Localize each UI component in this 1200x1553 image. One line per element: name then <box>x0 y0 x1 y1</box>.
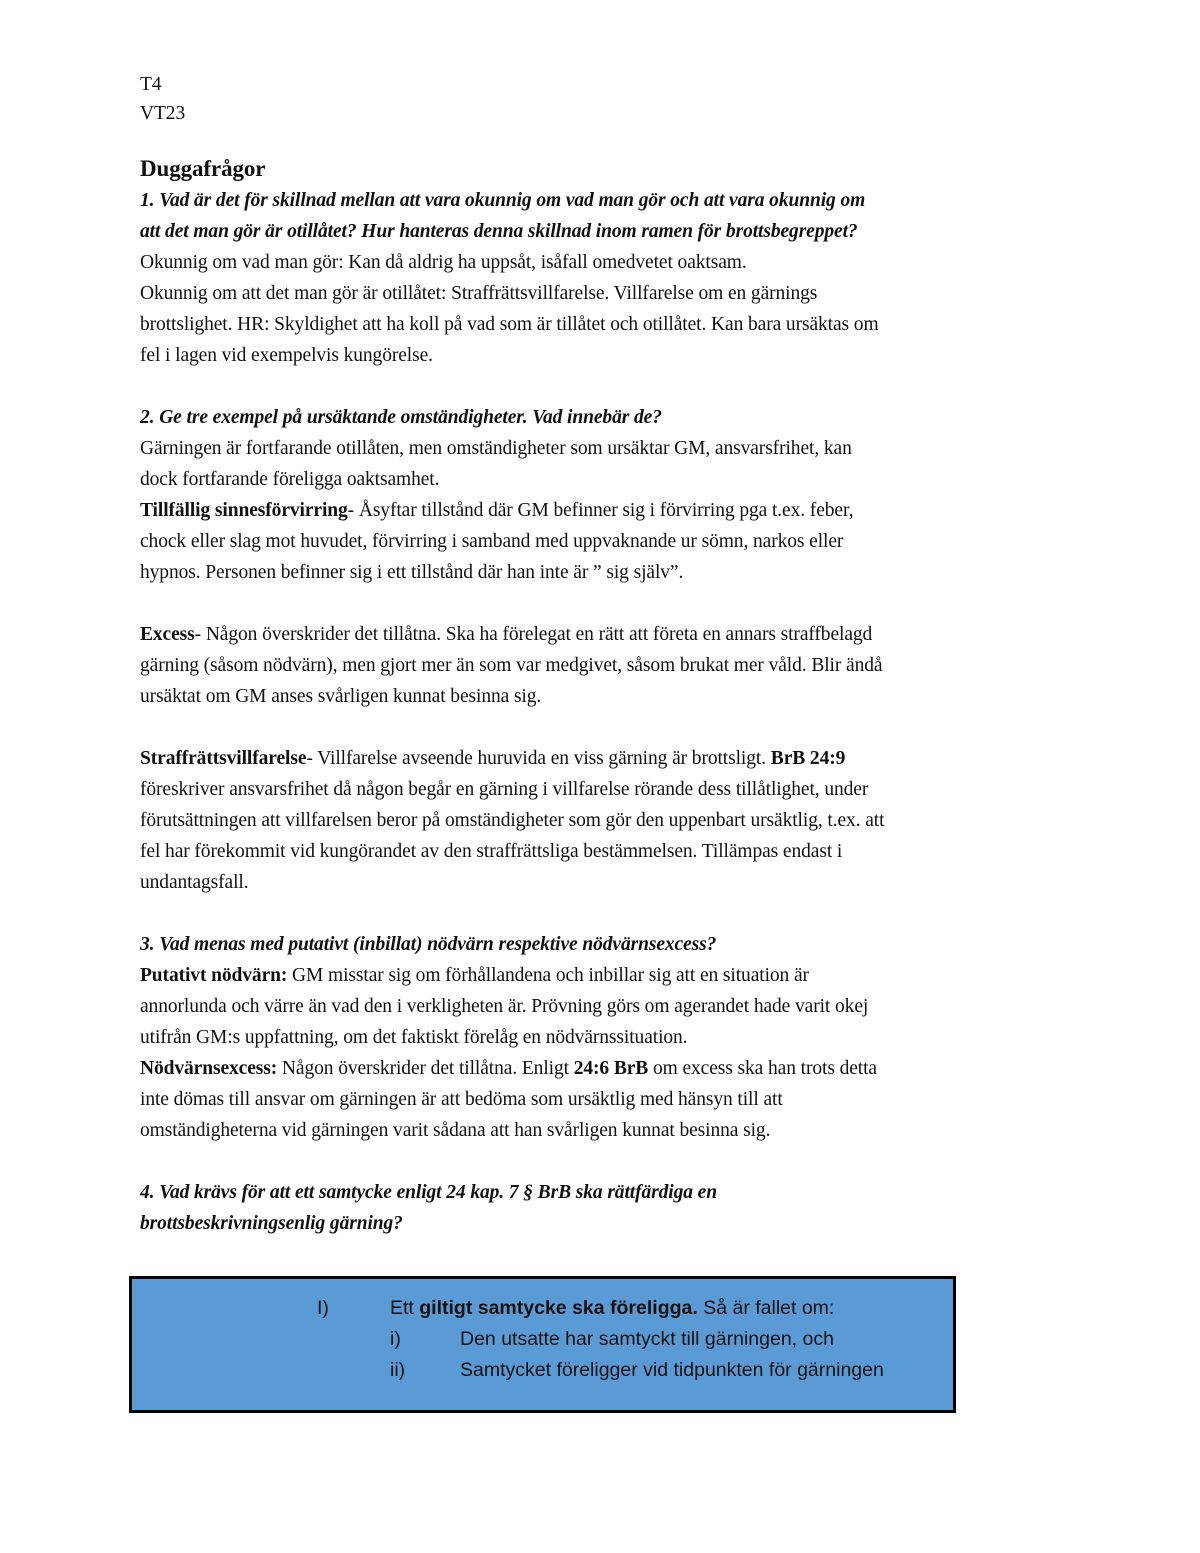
putativt-line-2: annorlunda och värre än vad den i verkligheten är. Prövning görs om agerandet hade varit okej <box>140 996 869 1017</box>
nodvarnsexcess-text: Någon överskrider det tillåtna. Enligt <box>277 1058 574 1079</box>
consent-box <box>129 1276 956 1413</box>
straff-line-4: fel har förekommit vid kungörandet av den straffrättsliga bestämmelsen. Tillämpas endast i <box>140 841 843 862</box>
paragraph-gap <box>140 371 1060 402</box>
consent-sub-item <box>132 1355 953 1385</box>
question-2: 2. Ge tre exempel på ursäktande omständigheter. Vad innebär de? <box>140 407 662 428</box>
question-4-line-1: 4. Vad krävs för att ett samtycke enligt 24 kap. 7 § BrB ska rättfärdiga en <box>140 1182 717 1203</box>
question-4-line-2: brottsbeskrivningsenlig gärning? <box>140 1213 403 1234</box>
straff-text: - Villfarelse avseende huruvida en viss gärning är brottsligt. <box>306 748 766 769</box>
straff-law-ref: BrB 24:9 <box>770 748 846 769</box>
sub-item-marker: ii) <box>390 1359 406 1381</box>
sub-item-text: Den utsatte har samtyckt till gärningen, och <box>460 1328 834 1350</box>
nodvarnsexcess-term: Nödvärnsexcess: <box>140 1058 278 1079</box>
paragraph-gap <box>140 1146 1060 1177</box>
consent-sub-item <box>132 1324 953 1354</box>
putativt-line-3: utifrån GM:s uppfattning, om det faktiskt förelåg en nödvärnssituation. <box>140 1027 688 1048</box>
term-code: VT23 <box>140 103 186 124</box>
nodvarnsexcess-line-3: omständigheterna vid gärningen varit sådana att han svårligen kunnat besinna sig. <box>140 1120 771 1141</box>
putativt-text: GM misstar sig om förhållandena och inbillar sig att en situation är <box>287 965 809 986</box>
straff-line-1 <box>140 743 1060 774</box>
consent-item-pre: Ett <box>390 1297 420 1319</box>
sub-item-text: Samtycket föreligger vid tidpunkten för gärningen <box>460 1359 884 1381</box>
straff-term: Straffrättsvillfarelse <box>140 748 307 769</box>
excess-line-3: ursäktat om GM anses svårligen kunnat besinna sig. <box>140 686 542 707</box>
paragraph-gap <box>140 712 1060 743</box>
answer-1-line-4: fel i lagen vid exempelvis kungörelse. <box>140 345 433 366</box>
answer-1-line-1: Okunnig om vad man gör: Kan då aldrig ha uppsåt, isåfall omedvetet oaktsam. <box>140 252 747 273</box>
nodvarnsexcess-line-2: inte dömas till ansvar om gärningen är att bedöma som ursäktlig med hänsyn till att <box>140 1089 783 1110</box>
answer-2-intro-line-2: dock fortfarande föreligga oaktsamhet. <box>140 469 440 490</box>
paragraph-gap <box>140 898 1060 929</box>
question-1-line-2: att det man gör är otillåtet? Hur hanteras denna skillnad inom ramen för brottsbegreppet? <box>140 221 858 242</box>
consent-item-marker: I) <box>317 1297 329 1319</box>
sub-item-marker: i) <box>390 1328 401 1350</box>
question-3: 3. Vad menas med putativt (inbillat) nödvärn respektive nödvärnsexcess? <box>140 934 717 955</box>
consent-item-text <box>390 1293 834 1323</box>
tillfallig-term: Tillfällig sinnesförvirring <box>140 500 348 521</box>
tillfallig-line-2: chock eller slag mot huvudet, förvirring i samband med uppvaknande ur sömn, narkos eller <box>140 531 844 552</box>
putativt-term: Putativt nödvärn: <box>140 965 288 986</box>
nodvarnsexcess-text-end: om excess ska han trots detta <box>648 1058 877 1079</box>
answer-1-line-2: Okunnig om att det man gör är otillåtet: Straffrättsvillfarelse. Villfarelse om en gärnings <box>140 283 818 304</box>
consent-item <box>132 1293 953 1323</box>
answer-2-intro-line-1: Gärningen är fortfarande otillåten, men omständigheter som ursäktar GM, ansvarsfrihet, kan <box>140 438 852 459</box>
nodvarnsexcess-law-ref: 24:6 BrB <box>573 1058 649 1079</box>
tillfallig-text: - Åsyftar tillstånd där GM befinner sig i förvirring pga t.ex. feber, <box>347 500 854 521</box>
question-1-line-1: 1. Vad är det för skillnad mellan att vara okunnig om vad man gör och att vara okunnig om <box>140 190 866 211</box>
answer-1-line-3: brottslighet. HR: Skyldighet att ha koll på vad som är tillåtet och otillåtet. Kan bara ursäktas om <box>140 314 879 335</box>
tillfallig-line-1 <box>140 495 1060 526</box>
nodvarnsexcess-line-1 <box>140 1053 1060 1084</box>
straff-line-5: undantagsfall. <box>140 872 249 893</box>
course-code: T4 <box>140 74 162 95</box>
consent-item-bold: giltigt samtycke ska föreligga. <box>419 1297 698 1319</box>
excess-line-2: gärning (såsom nödvärn), men gjort mer än som var medgivet, såsom brukat mer våld. Blir ändå <box>140 655 883 676</box>
tillfallig-line-3: hypnos. Personen befinner sig i ett tillstånd där han inte är ” sig själv”. <box>140 562 684 583</box>
consent-item-post: Så är fallet om: <box>697 1297 835 1319</box>
page-title: Duggafrågor <box>140 156 266 181</box>
straff-line-2: föreskriver ansvarsfrihet då någon begår en gärning i villfarelse rörande dess tillåtlighet, under <box>140 779 869 800</box>
excess-text: - Någon överskrider det tillåtna. Ska ha förelegat en rätt att företa en annars straffbelagd <box>194 624 873 645</box>
document-body <box>140 70 1060 1239</box>
paragraph-gap <box>140 588 1060 619</box>
excess-term: Excess <box>140 624 195 645</box>
excess-line-1 <box>140 619 1060 650</box>
putativt-line-1 <box>140 960 1060 991</box>
straff-line-3: förutsättningen att villfarelsen beror på omständigheter som gör den uppenbart ursäktlig, t.ex. att <box>140 810 885 831</box>
